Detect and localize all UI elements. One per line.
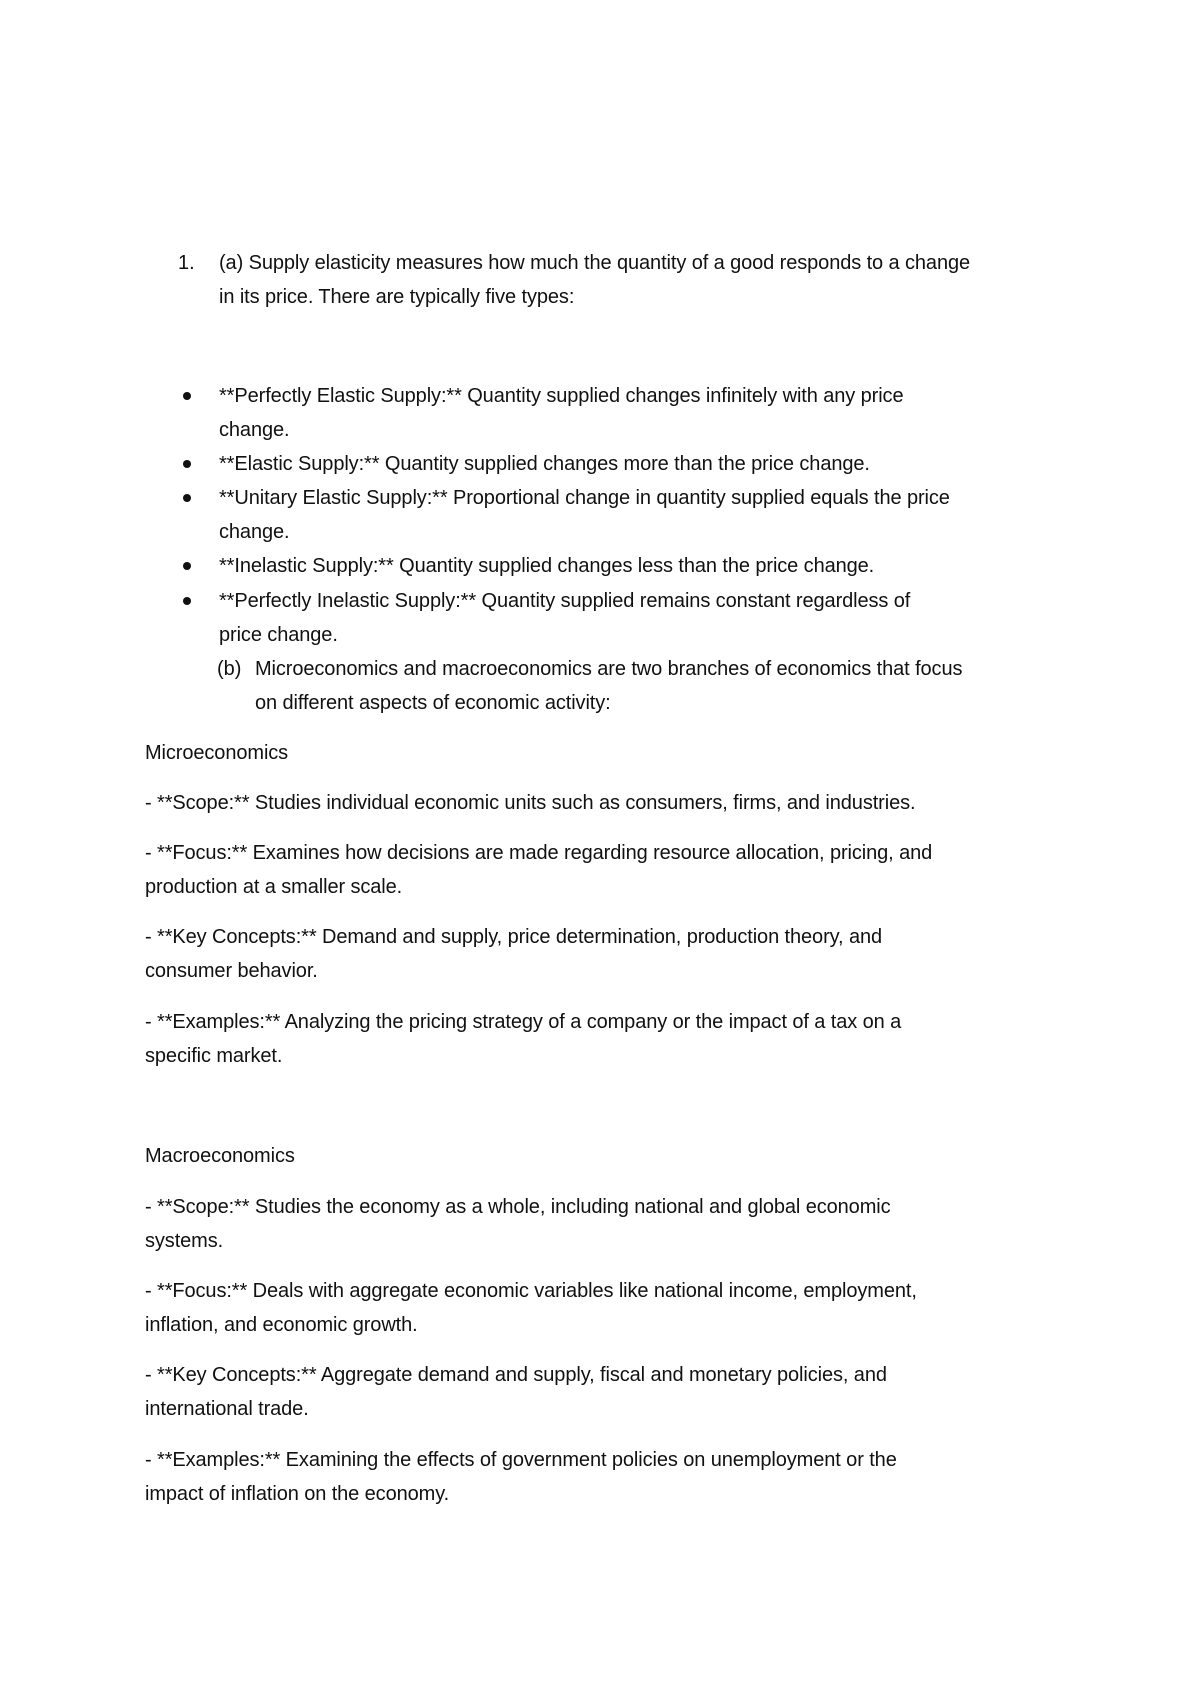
type-item-inelastic: **Inelastic Supply:** Quantity supplied changes less than the price change. (219, 555, 875, 577)
type-item-perfectly-inelastic-cont: price change. (219, 624, 338, 646)
bullet-dot (183, 562, 191, 570)
macro-key-concepts: - **Key Concepts:** Aggregate demand and supply, fiscal and monetary policies, and (145, 1364, 887, 1386)
bullet-dot (183, 494, 191, 502)
micro-examples-cont: specific market. (145, 1045, 283, 1067)
bullet-dot (183, 460, 191, 468)
micro-focus: - **Focus:** Examines how decisions are made regarding resource allocation, pricing, and (145, 842, 933, 864)
macro-examples-cont: impact of inflation on the economy. (145, 1483, 450, 1505)
macro-focus: - **Focus:** Deals with aggregate economic variables like national income, employment, (145, 1280, 917, 1302)
macro-scope-cont: systems. (145, 1230, 224, 1252)
part-b-line-2: on different aspects of economic activity: (255, 692, 611, 714)
type-item-elastic: **Elastic Supply:** Quantity supplied changes more than the price change. (219, 453, 870, 475)
part-b-label: (b) (217, 658, 242, 680)
micro-key-concepts-cont: consumer behavior. (145, 960, 318, 982)
list-number: 1. (178, 252, 195, 274)
part-a-intro-line-1: (a) Supply elasticity measures how much the quantity of a good responds to a change (219, 252, 971, 274)
bullet-dot (183, 392, 191, 400)
macro-examples: - **Examples:** Examining the effects of government policies on unemployment or the (145, 1449, 897, 1471)
macro-scope: - **Scope:** Studies the economy as a whole, including national and global economic (145, 1196, 891, 1218)
micro-focus-cont: production at a smaller scale. (145, 876, 403, 898)
micro-examples: - **Examples:** Analyzing the pricing strategy of a company or the impact of a tax on a (145, 1011, 902, 1033)
micro-scope: - **Scope:** Studies individual economic units such as consumers, firms, and industries. (145, 792, 916, 814)
macro-key-concepts-cont: international trade. (145, 1398, 309, 1420)
type-item-perfectly-inelastic: **Perfectly Inelastic Supply:** Quantity supplied remains constant regardless of (219, 590, 911, 612)
macro-focus-cont: inflation, and economic growth. (145, 1314, 418, 1336)
type-item-perfectly-elastic: **Perfectly Elastic Supply:** Quantity supplied changes infinitely with any price (219, 385, 904, 407)
type-item-unitary-elastic-cont: change. (219, 521, 290, 543)
micro-key-concepts: - **Key Concepts:** Demand and supply, price determination, production theory, and (145, 926, 883, 948)
bullet-dot (183, 597, 191, 605)
type-item-unitary-elastic: **Unitary Elastic Supply:** Proportional change in quantity supplied equals the price (219, 487, 950, 509)
part-b-line-1: Microeconomics and macroeconomics are two branches of economics that focus (255, 658, 963, 680)
type-item-perfectly-elastic-cont: change. (219, 419, 290, 441)
macro-heading: Macroeconomics (145, 1145, 295, 1167)
micro-heading: Microeconomics (145, 742, 289, 764)
part-a-intro-line-2: in its price. There are typically five types: (219, 286, 575, 308)
